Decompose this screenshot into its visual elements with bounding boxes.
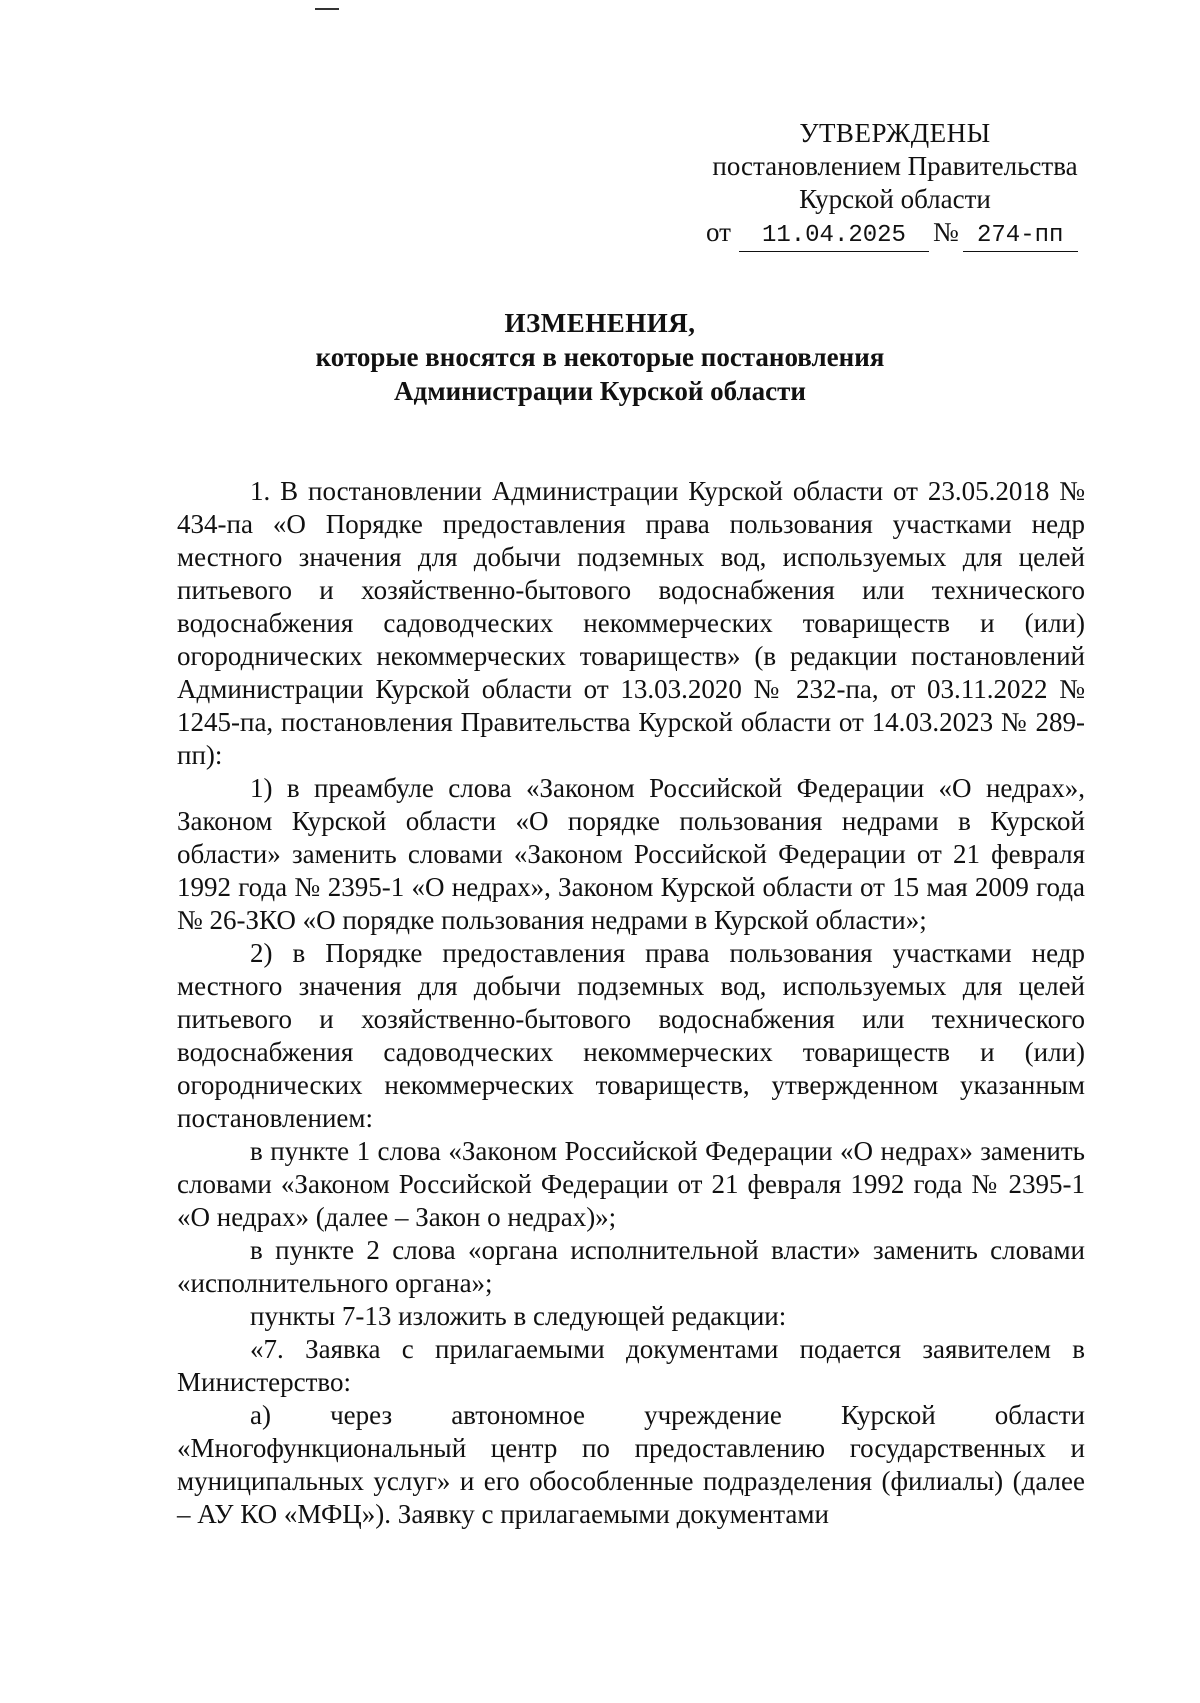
paragraph: «7. Заявка с прилагаемыми документами подается заявителем в Министерство:	[177, 1334, 1085, 1397]
title-main: ИЗМЕНЕНИЯ,	[504, 308, 696, 338]
approved-by-line: постановлением Правительства	[712, 151, 1078, 181]
from-label: от	[706, 217, 731, 247]
approved-region-line: Курской области	[799, 184, 991, 214]
paragraph: в пункте 2 слова «органа исполнительной власти» заменить словами «исполнительного органа»;	[177, 1235, 1085, 1298]
approval-number: 274-пп	[963, 221, 1078, 252]
paragraph: пункты 7-13 изложить в следующей редакции:	[250, 1301, 787, 1331]
paragraph: а) через автономное учреждение Курской области «Многофункциональный центр по предоставлению государственных и муниципальных услуг» и его обособленные подразделения (филиалы) (далее – АУ КО «МФЦ»). Заявку с прилагаемыми документами	[177, 1400, 1085, 1529]
approved-label: УТВЕРЖДЕНЫ	[799, 118, 991, 148]
paragraph: 2) в Порядке предоставления права пользования участками недр местного значения для добычи подземных вод, используемых для целей питьевого и хозяйственно-бытового водоснабжения или технического водоснабжения садоводческих некоммерческих товариществ и (или) огороднических некоммерческих товариществ, утвержденном указанным постановлением:	[177, 938, 1085, 1133]
paragraph: в пункте 1 слова «Законом Российской Федерации «О недрах» заменить словами «Законом Российской Федерации от 21 февраля 1992 года № 2395-1 «О недрах» (далее – Закон о недрах)»;	[177, 1136, 1085, 1232]
paragraph: 1) в преамбуле слова «Законом Российской Федерации «О недрах», Законом Курской области «О порядке пользования недрами в Курской области» заменить словами «Законом Российской Федерации от 21 февраля 1992 года № 2395-1 «О недрах», Законом Курской области от 15 мая 2009 года № 26-ЗКО «О порядке пользования недрами в Курской области»;	[177, 773, 1085, 935]
approval-date-line	[706, 216, 1090, 252]
approval-stamp	[700, 117, 1090, 252]
number-label: №	[932, 217, 959, 247]
top-dash-mark	[315, 8, 339, 10]
approval-date: 11.04.2025	[739, 221, 929, 252]
paragraph: 1. В постановлении Администрации Курской области от 23.05.2018 № 434-па «О Порядке предоставления права пользования участками недр местного значения для добычи подземных вод, используемых для целей питьевого и хозяйственно-бытового водоснабжения или технического водоснабжения садоводческих некоммерческих товариществ и (или) огороднических некоммерческих товариществ» (в редакции постановлений Администрации Курской области от 13.03.2020 № 232-па, от 03.11.2022 № 1245-па, постановления Правительства Курской области от 14.03.2023 № 289-пп):	[177, 476, 1085, 770]
document-title	[0, 306, 1200, 408]
title-line-2: которые вносятся в некоторые постановления	[315, 342, 885, 372]
title-line-3: Администрации Курской области	[394, 376, 806, 406]
document-body	[177, 475, 1085, 1531]
